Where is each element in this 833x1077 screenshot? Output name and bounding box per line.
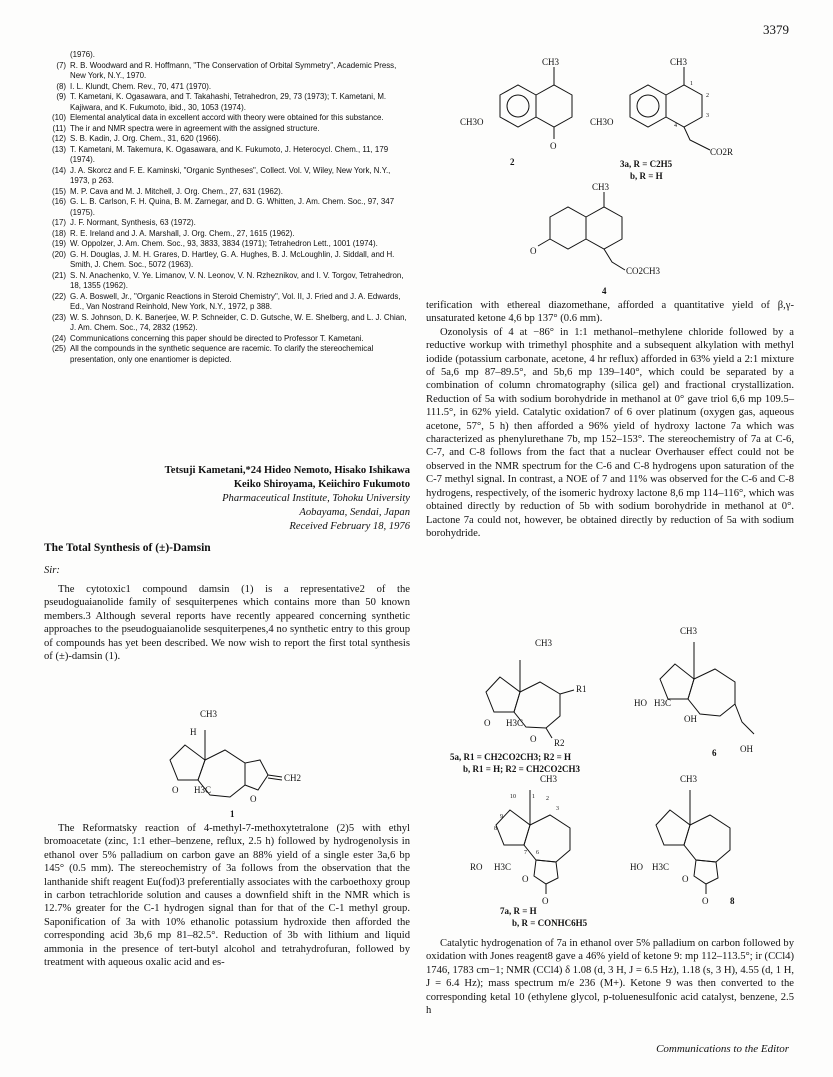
reference-item [44,134,410,145]
ch3-label: CH3 [540,774,558,784]
cycloheptene-ring [688,669,735,716]
reference-text: G. L. B. Carlson, F. H. Quina, B. M. Zarnegar, and D. G. Whitten, J. Am. Chem. Soc., 97, 347 (1975). [70,197,395,217]
reference-text: (1976). [70,50,96,59]
structure-6-triol [630,624,780,774]
reference-text: The ir and NMR spectra were in agreement with the assigned structure. [70,123,320,133]
ch3o-label: CH3O [460,117,484,127]
co2ch3-label: CO2CH3 [626,266,661,276]
h3c-label: H3C [652,862,670,872]
affiliation-block [44,492,410,534]
compound-label-4: 4 [602,286,607,296]
reference-item [44,50,410,61]
structure-7 [470,770,620,915]
compound-label-6: 6 [712,748,717,758]
reference-number: (8) [56,81,66,91]
compound-label-5b: b, R1 = H; R2 = CH2CO2CH3 [463,764,581,774]
reference-text: Communications concerning this paper should be directed to Professor T. Kametani. [70,333,364,343]
reference-text: S. N. Anachenko, V. Ye. Limanov, V. N. Leonov, V. N. Rzheznikov, and I. V. Torgov, Tetrahedron, 18, 1355 (1962). [70,270,404,290]
carbonyl-bond [538,239,550,246]
r2-bond [546,728,552,738]
ch3-label: CH3 [680,774,698,784]
reference-number: (25) [51,344,66,353]
affiliation-line-1: Pharmaceutical Institute, Tohoku University [222,493,410,504]
side-chain [735,704,754,734]
reference-item [44,218,410,229]
saturated-ring [536,85,572,127]
authors-line-2: Keiko Shiroyama, Keiichiro Fukumoto [233,479,410,490]
reference-item [44,92,410,113]
reference-item [44,82,410,93]
reference-text: J. F. Normant, Synthesis, 63 (1972). [70,218,196,227]
exo-methylene-bond-2 [268,778,282,780]
ch3-label: CH3 [670,57,688,67]
compound-label-7a: 7a, R = H [500,906,537,916]
ch3-label: CH3 [542,57,560,67]
reference-item [44,113,410,124]
reference-text: T. Kametani, M. Takemura, K. Ogasawara, and K. Fukumoto, J. Heterocycl. Chem., 11, 179 (1974). [70,144,389,164]
locant-1: 1 [532,794,535,800]
o-label: O [550,141,557,151]
lactone-ring [694,860,718,884]
structure-5 [470,632,640,750]
reference-number: (22) [51,291,66,301]
page-number: 3379 [763,22,789,37]
compound-label-8: 8 [730,896,735,906]
reference-text: G. H. Douglas, J. M. H. Grares, D. Hartley, G. A. Hughes, B. J. McLoughlin, J. Siddall, and H. Smith, J. Chem. Soc., 5072 (1963). [70,249,395,269]
body-paragraph-1: The cytotoxic1 compound damsin (1) is a representative2 of the pseudoguaianolide family of sesquiterpenes which contains more than 50 known members.3 Although several reports have recently appeared concerning synthetic approaches to the pseudoguaianolide sesquiterpenes,4 no synthetic entry to this group of compounds has yet been described. We now wish to report the first total synthesis of (±)-damsin (1). [44,584,410,663]
section-footer: Communications to the Editor [656,1043,789,1055]
ring-o-label: O [682,874,689,884]
locant-7: 7 [524,850,527,856]
structure-2-tetralone [460,55,580,165]
locant-2: 2 [706,93,709,99]
reference-text: G. A. Boswell, Jr., "Organic Reactions in Steroid Chemistry", Vol. II, J. Fried and J. A. Edwards, Ed., Van Nostrand Reinhold, New York, N.Y., 1972, p 388. [70,291,401,311]
reference-item [44,239,410,250]
ch3-label: CH3 [680,626,698,636]
body-paragraph-col2-b: Catalytic hydrogenation of 7a in ethanol over 5% palladium on carbon followed by oxidation with Jones reagent8 gave a 46% yield of ketone 9: mp 112–113.5°; ir (CCl4) 1746, 1783 cm−1; NMR (CCl4) δ 1.08 (d, 3 H, J = 6.5 Hz), 1.18 (s, 3 H), 4.55 (d, 1 H, J = 6.4 Hz); mass spectrum m/e 236 (M+). Ketone 9 was then converted to the corresponding ketal 10 (ethylene glycol, p-toluenesulfonic acid catalyst, benzene, 2.5 h [426,938,794,1017]
reference-number: (21) [51,270,66,280]
locant-10: 10 [510,794,516,800]
locant-3: 3 [706,113,709,119]
ring-a [550,207,586,249]
ho-label: HO [630,862,643,872]
reference-item [44,292,410,313]
carbonyl-o-label: O [702,896,709,906]
h3c-label: H3C [506,718,524,728]
reference-list [44,50,410,365]
reference-text: M. P. Cava and M. J. Mitchell, J. Org. Chem., 27, 631 (1962). [70,186,283,196]
aromatic-ring [500,85,536,127]
locant-9: 9 [500,814,503,820]
reference-item [44,145,410,166]
reference-number: (10) [51,113,66,122]
reference-text: R. B. Woodward and R. Hoffmann, "The Conservation of Orbital Symmetry", Academic Press, New York, N.Y., 1970. [70,60,397,80]
lactone-o-label: O [250,794,257,804]
reference-text: R. E. Ireland and J. A. Marshall, J. Org. Chem., 27, 1615 (1962). [70,228,295,238]
reference-item [44,166,410,187]
ring-b [586,207,622,249]
carbonyl-o-label: O [542,896,549,906]
cyclopentane-ring [656,810,690,845]
r1-label: R1 [576,684,587,694]
locant-8: 8 [494,826,497,832]
side-chain [604,249,625,270]
oh-label-1: OH [684,714,697,724]
reference-item [44,250,410,271]
ro-label: RO [470,862,483,872]
o-label: O [530,246,537,256]
locant-1: 1 [690,81,693,87]
reference-item [44,197,410,218]
locant-3: 3 [556,806,559,812]
ch3-label: CH3 [535,638,553,648]
reference-number: (14) [51,165,66,175]
body-paragraph-col2: terification with ethereal diazomethane, afforded a quantitative yield of β,γ-unsaturated ketone 4,6 bp 137° (0.6 mm). Ozonolysis of 4 at −86° in 1:1 methanol–methylene chloride followed by a reductive workup with trimethyl phosphite and a subsequent alkylation with methyl iodide (potassium carbonate, acetone, 4 hr reflux) afforded in 63% yield a 2:1 mixture of 5a,6 mp 87–89.5°, and 5b,6 mp 139–140°, which could be separated by a combination of column chromatography (silica gel) and fractional crystallization. Reduction of 5a with sodium borohydride in methanol at 0° gave triol 6,6 mp 109.5–111.5°, in 62% yield. Catalytic oxidation7 of 6 over platinum (oxygen gas, aqueous acetone, 57°, 5 h) then afforded a 96% yield of hydroxy lactone 7a which was characterized as phenylurethane 7b, mp 152–153°. The stereochemistry of 7a at C-6, C-7, and C-8 follows from the fact that a nuclear Overhauser effect could not be observed in the NMR spectrum for the C-6 and C-8 hydrogens upon saturation of the C-7 methyl signal. In contrast, a NOE of 7 and 11% was observed for the C-6 and C-8 hydrogens, respectively, of the isomeric hydroxy lactone 8,6 mp 114–116°, which was obtained directly by reduction of 5b with sodium borohydride in methanol at 0°. Lactone 7a could not, however, be obtained directly by reduction of 5a with sodium borohydride. [426,300,794,539]
authors-line-1: Tetsuji Kametani,*24 Hideo Nemoto, Hisako Ishikawa [164,465,410,476]
o2-label: O [530,734,537,744]
reference-number: (20) [51,249,66,259]
reference-item [44,61,410,82]
reference-number: (16) [51,197,66,206]
oh-label-2: OH [740,744,753,754]
reference-text: W. S. Johnson, D. K. Banerjee, W. P. Schneider, C. D. Gutsche, W. E. Shelberg, and L. J. Chian, J. Am. Chem. Soc., 74, 2832 (1952). [70,312,407,332]
ch3-label: CH3 [200,709,218,719]
reference-item [44,229,410,240]
received-date: Received February 18, 1976 [289,521,410,532]
compound-label-5a: 5a, R1 = CH2CO2CH3; R2 = H [450,752,572,762]
ch3o-label: CH3O [590,117,614,127]
affiliation-line-2: Aobayama, Sendai, Japan [299,507,410,518]
lactone-ring [534,860,558,884]
cyclopentane-ring [660,664,694,699]
cycloheptane-ring [524,815,570,862]
reference-item [44,344,410,365]
reference-number: (12) [51,134,66,143]
reference-item [44,271,410,292]
author-block [44,464,410,492]
ketone-o-label: O [484,718,491,728]
co2r-label: CO2R [710,147,734,157]
ring-o-label: O [522,874,529,884]
locant-4: 4 [674,123,677,129]
structure-4-ketone [530,182,690,297]
ketone-o-label: O [172,785,179,795]
r1-bond [560,690,574,694]
h-label: H [190,727,197,737]
aromatic-circle [637,95,659,117]
body-paragraph-2: The Reformatsky reaction of 4-methyl-7-methoxytetralone (2)5 with ethyl bromoacetate (zinc, 1:1 ether–benzene, reflux, 2.5 h) followed by hydrogenolysis in ethanol over 5% palladium on carbon gave an 88% yield of a single ester 3a,6 bp 145° (0.5 mm). The stereochemistry of 3a follows from the observation that the lanthanide shift reagent Eu(fod)3 preferentially associates with the carboethoxy group in carbon tetrachloride solution and causes a downfield shift in the NMR which is 12.7% greater for the C-1 hydrogen signal than for that of the C-1 methyl group. Saponification of 3a with 10% ethanolic potassium hydroxide then afforded the corresponding acid 3b,6 mp 81–82.5°. Reduction of 3b with lithium and liquid ammonia in the presence of tert-butyl alcohol and tetrahydrofuran, followed by treatment with aqueous oxalic acid and es- [44,823,410,969]
reference-item [44,313,410,334]
reference-text: W. Oppolzer, J. Am. Chem. Soc., 93, 3833, 3834 (1971); Tetrahedron Lett., 1001 (1974). [70,239,378,248]
h3c-label: H3C [494,862,512,872]
reference-text: J. A. Skorcz and F. E. Kaminski, "Organic Syntheses", Collect. Vol. V, Wiley, New York, N.Y., 1973, p 263. [70,165,391,185]
reference-number [44,50,70,61]
article-title: The Total Synthesis of (±)-Damsin [44,542,211,554]
exo-methylene-bond [268,775,282,777]
reference-item [44,124,410,135]
reference-text: S. B. Kadin, J. Org. Chem., 31, 620 (1966). [70,134,221,143]
reference-number: (11) [52,123,66,133]
reference-text: I. L. Klundt, Chem. Rev., 70, 471 (1970). [70,81,212,91]
reference-number: (18) [51,228,66,238]
reference-number: (15) [51,186,66,196]
reference-number: (9) [56,92,66,101]
locant-2: 2 [546,796,549,802]
reference-number: (24) [51,333,66,343]
aromatic-ring [630,85,666,127]
reference-number: (23) [51,312,66,322]
reference-number: (19) [51,239,66,248]
saturated-ring [666,85,702,127]
reference-text: Elemental analytical data in excellent accord with theory were obtained for this substance. [70,113,384,122]
ch3-label: CH3 [592,182,610,192]
reference-number: (17) [51,218,66,227]
compound-label-3a: 3a, R = C2H5 [620,159,673,169]
ch2-label: CH2 [284,773,302,783]
h3c-label: H3C [194,785,212,795]
compound-label-1: 1 [230,809,235,819]
reference-item [44,334,410,345]
reference-number: (7) [56,60,66,70]
reference-item [44,187,410,198]
salutation: Sir: [44,565,60,576]
cycloheptane-ring [684,815,730,862]
reference-text: T. Kametani, K. Ogasawara, and T. Takahashi, Tetrahedron, 29, 73 (1973); T. Kametani, M. Kajiwara, and K. Fukumoto, ibid., 30, 1053 (1974). [70,92,387,112]
compound-label-3b: b, R = H [630,171,663,181]
h3c-label: H3C [654,698,672,708]
cyclopentanone-ring [486,677,520,712]
lactone-ring [245,760,268,790]
structure-3-ester [590,55,800,180]
reference-text: All the compounds in the synthetic sequence are racemic. To clarify the stereochemical presentation, only one enantiomer is depicted. [70,344,374,364]
locant-6: 6 [536,850,539,856]
structure-1-damsin [150,705,310,820]
reference-number: (13) [51,144,66,154]
ho-label: HO [634,698,647,708]
compound-label-7b: b, R = CONHC6H5 [512,918,588,928]
structure-8 [630,770,760,915]
side-chain [684,127,710,150]
compound-label-2: 2 [510,157,515,167]
aromatic-circle [507,95,529,117]
r2-label: R2 [554,738,565,748]
